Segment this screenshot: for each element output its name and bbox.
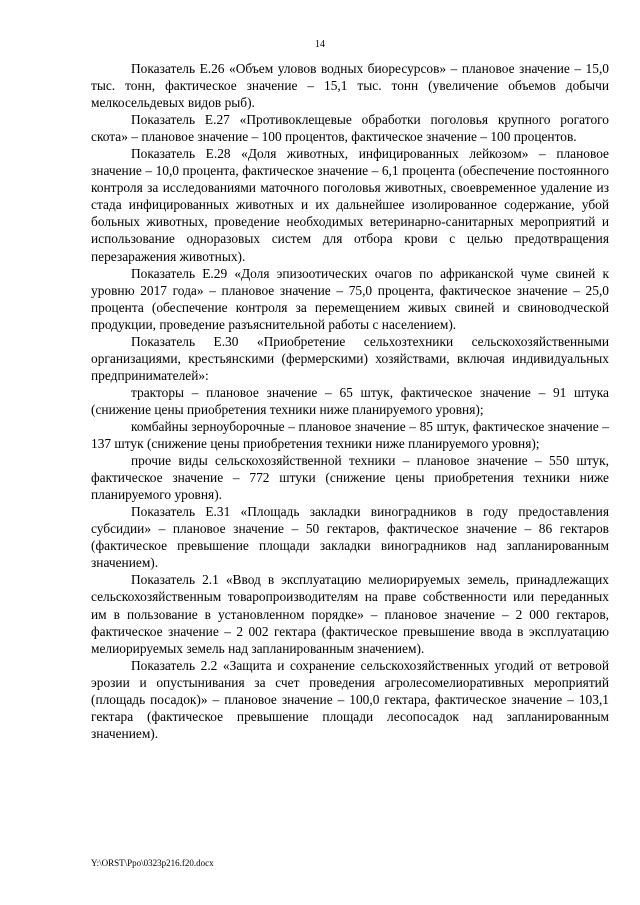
paragraph-tractors: тракторы – плановое значение – 65 штук, фактическое значение – 91 штука (снижение цены приобретения техники ниже планируемого уровня); <box>91 384 609 417</box>
paragraph-indicator-e28: Показатель E.28 «Доля животных, инфицированных лейкозом» – плановое значение – 10,0 процента, фактическое значение – 6,1 процента (обеспечение постоянного контроля за исследованиями маточного поголовья животных, своевременное удаление из стада инфицированных животных и их дальнейшее изолированное содержание, убой больных животных, проведение необходимых ветеринарно-санитарных мероприятий и использование одноразовых систем для отбора крови с целью предотвращения перезаражения животных). <box>91 146 609 264</box>
footer-file-path: Y:\ORST\Ppo\0323p216.f20.docx <box>91 858 214 868</box>
page-number: 14 <box>315 39 325 50</box>
paragraph-indicator-e27: Показатель E.27 «Противоклещевые обработки поголовья крупного рогатого скота» – плановое значение – 100 процентов, фактическое значение – 100 процентов. <box>91 112 609 145</box>
paragraph-indicator-e29: Показатель E.29 «Доля эпизоотических очагов по африканской чуме свиней к уровню 2017 года» – плановое значение – 75,0 процента, фактическое значение – 25,0 процента (обеспечение контроля за перемещением живых свиней и свиноводческой продукции, проведение разъяснительной работы с населением). <box>91 265 609 332</box>
paragraph-indicator-2-1: Показатель 2.1 «Ввод в эксплуатацию мелиорируемых земель, принадлежащих сельскохозяйственным товаропроизводителям на праве собственности или переданных им в пользование в установленном порядке» – плановое значение – 2 000 гектаров, фактическое значение – 2 002 гектара (фактическое превышение ввода в эксплуатацию мелиорируемых земель над запланированным значением). <box>91 572 609 656</box>
paragraph-combines: комбайны зерноуборочные – плановое значение – 85 штук, фактическое значение – 137 штук (снижение цены приобретения техники ниже планируемого уровня); <box>91 418 609 452</box>
paragraph-indicator-e26: Показатель E.26 «Объем уловов водных биоресурсов» – плановое значение – 15,0 тыс. тонн, фактическое значение – 15,1 тыс. тонн (увеличение объемов добычи мелкосельдевых видов рыб). <box>91 61 609 111</box>
paragraph-indicator-e31: Показатель E.31 «Площадь закладки виноградников в году предоставления субсидии» – плановое значение – 50 гектаров, фактическое значение – 86 гектаров (фактическое превышение площади закладки виноградников над запланированным значением). <box>91 504 609 571</box>
paragraph-indicator-2-2: Показатель 2.2 «Защита и сохранение сельскохозяйственных угодий от ветровой эрозии и опустынивания за счет проведения агролесомелиоративных мероприятий (площадь посадок)» – плановое значение – 100,0 гектара, фактическое значение – 103,1 гектара (фактическое превышение площади лесопосадок над запланированным значением). <box>91 657 609 741</box>
paragraph-indicator-e30: Показатель E.30 «Приобретение сельхозтехники сельскохозяйственными организациями, крестьянскими (фермерскими) хозяйствами, включая индивидуальных предпринимателей»: <box>91 333 609 383</box>
document-body <box>91 60 609 742</box>
paragraph-other-machinery: прочие виды сельскохозяйственной техники – плановое значение – 550 штук, фактическое значение – 772 штуки (снижение цены приобретения техники ниже планируемого уровня). <box>91 453 609 503</box>
